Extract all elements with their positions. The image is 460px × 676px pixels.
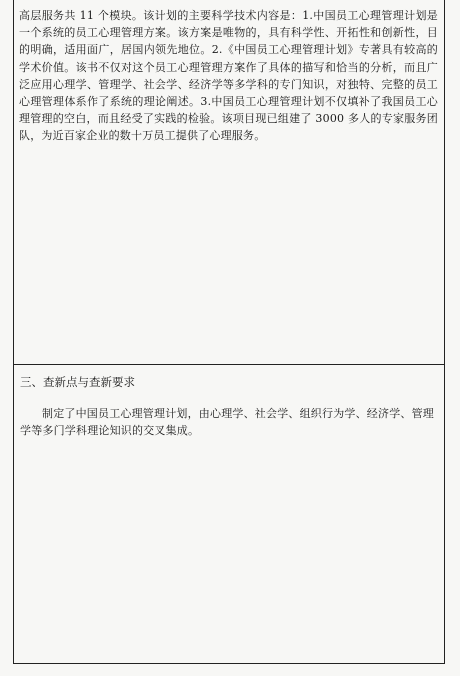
section-title: 三、查新点与查新要求 xyxy=(20,375,135,389)
novelty-requirements-paragraph: 制定了中国员工心理管理计划，由心理学、社会学、组织行为学、经济学、管理学等多门学科理论知识的交叉集成。 xyxy=(20,407,434,438)
form-table xyxy=(13,0,445,664)
technical-content-paragraph: 高层服务共 11 个模块。该计划的主要科学技术内容是：1.中国员工心理管理计划是一个系统的员工心理管理方案。该方案是唯物的，具有科学性、开拓性和创新性，目的明确，适用面广，居国内领先地位。2.《中国员工心理管理计划》专著具有较高的学术价值。该书不仅对这个员工心理管理方案作了具体的描写和恰当的分析，而且广泛应用心理学、管理学、社会学、经济学等多学科的专门知识，对独特、完整的员工心理管理体系作了系统的理论阐述。3.中国员工心理管理计划不仅填补了我国员工心理管理的空白，而且经受了实践的检验。该项目现已组建了 3000 多人的专家服务团队，为近百家企业的数十万员工提供了心理服务。 xyxy=(19,9,438,143)
content-cell xyxy=(14,0,444,365)
novelty-cell xyxy=(14,365,444,663)
